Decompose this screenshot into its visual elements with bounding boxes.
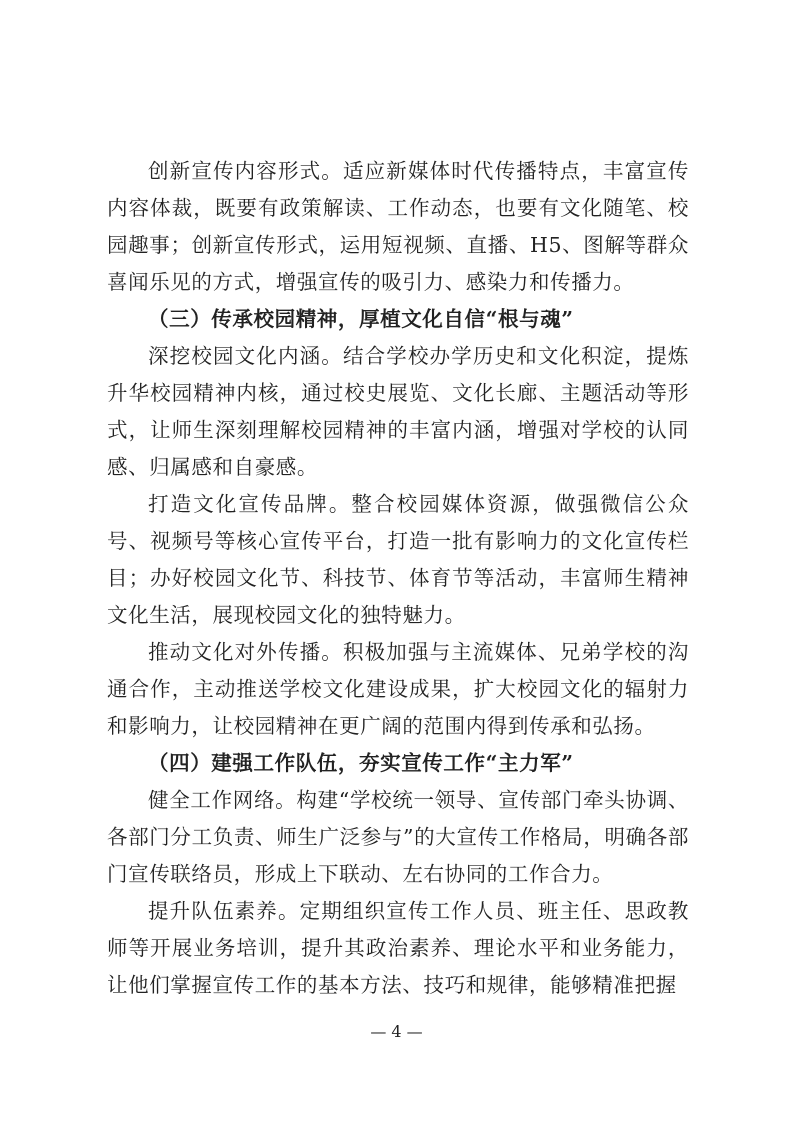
section-heading-4: （四）建强工作队伍，夯实宣传工作“主力军” [148, 751, 574, 775]
paragraph-team-quality: 提升队伍素养。定期组织宣传工作人员、班主任、思政教师等开展业务培训，提升其政治素养、理论水平和业务能力，让他们掌握宣传工作的基本方法、技巧和规律，能够精准把握 [107, 899, 689, 997]
paragraph-culture-brand: 打造文化宣传品牌。整合校园媒体资源，做强微信公众号、视频号等核心宣传平台，打造一批有影响力的文化宣传栏目；办好校园文化节、科技节、体育节等活动，丰富师生精神文化生活，展现校园文化的独特魅力。 [107, 492, 689, 627]
paragraph-external-communication: 推动文化对外传播。积极加强与主流媒体、兄弟学校的沟通合作，主动推送学校文化建设成果，扩大校园文化的辐射力和影响力，让校园精神在更广阔的范围内得到传承和弘扬。 [107, 640, 689, 738]
section-heading-3: （三）传承校园精神，厚植文化自信“根与魂” [148, 307, 574, 331]
paragraph-work-network: 健全工作网络。构建“学校统一领导、宣传部门牵头协调、各部门分工负责、师生广泛参与”的大宣传工作格局，明确各部门宣传联络员，形成上下联动、左右协同的工作合力。 [107, 788, 689, 886]
paragraph-content-form: 创新宣传内容形式。适应新媒体时代传播特点，丰富宣传内容体裁，既要有政策解读、工作动态，也要有文化随笔、校园趣事；创新宣传形式，运用短视频、直播、H5、图解等群众喜闻乐见的方式，增强宣传的吸引力、感染力和传播力。 [107, 159, 689, 294]
page-number: — 4 — [370, 1022, 423, 1041]
paragraph-culture-connotation: 深挖校园文化内涵。结合学校办学历史和文化积淀，提炼升华校园精神内核，通过校史展览、文化长廊、主题活动等形式，让师生深刻理解校园精神的丰富内涵，增强对学校的认同感、归属感和自豪感。 [107, 344, 689, 479]
document-body [107, 153, 689, 1004]
